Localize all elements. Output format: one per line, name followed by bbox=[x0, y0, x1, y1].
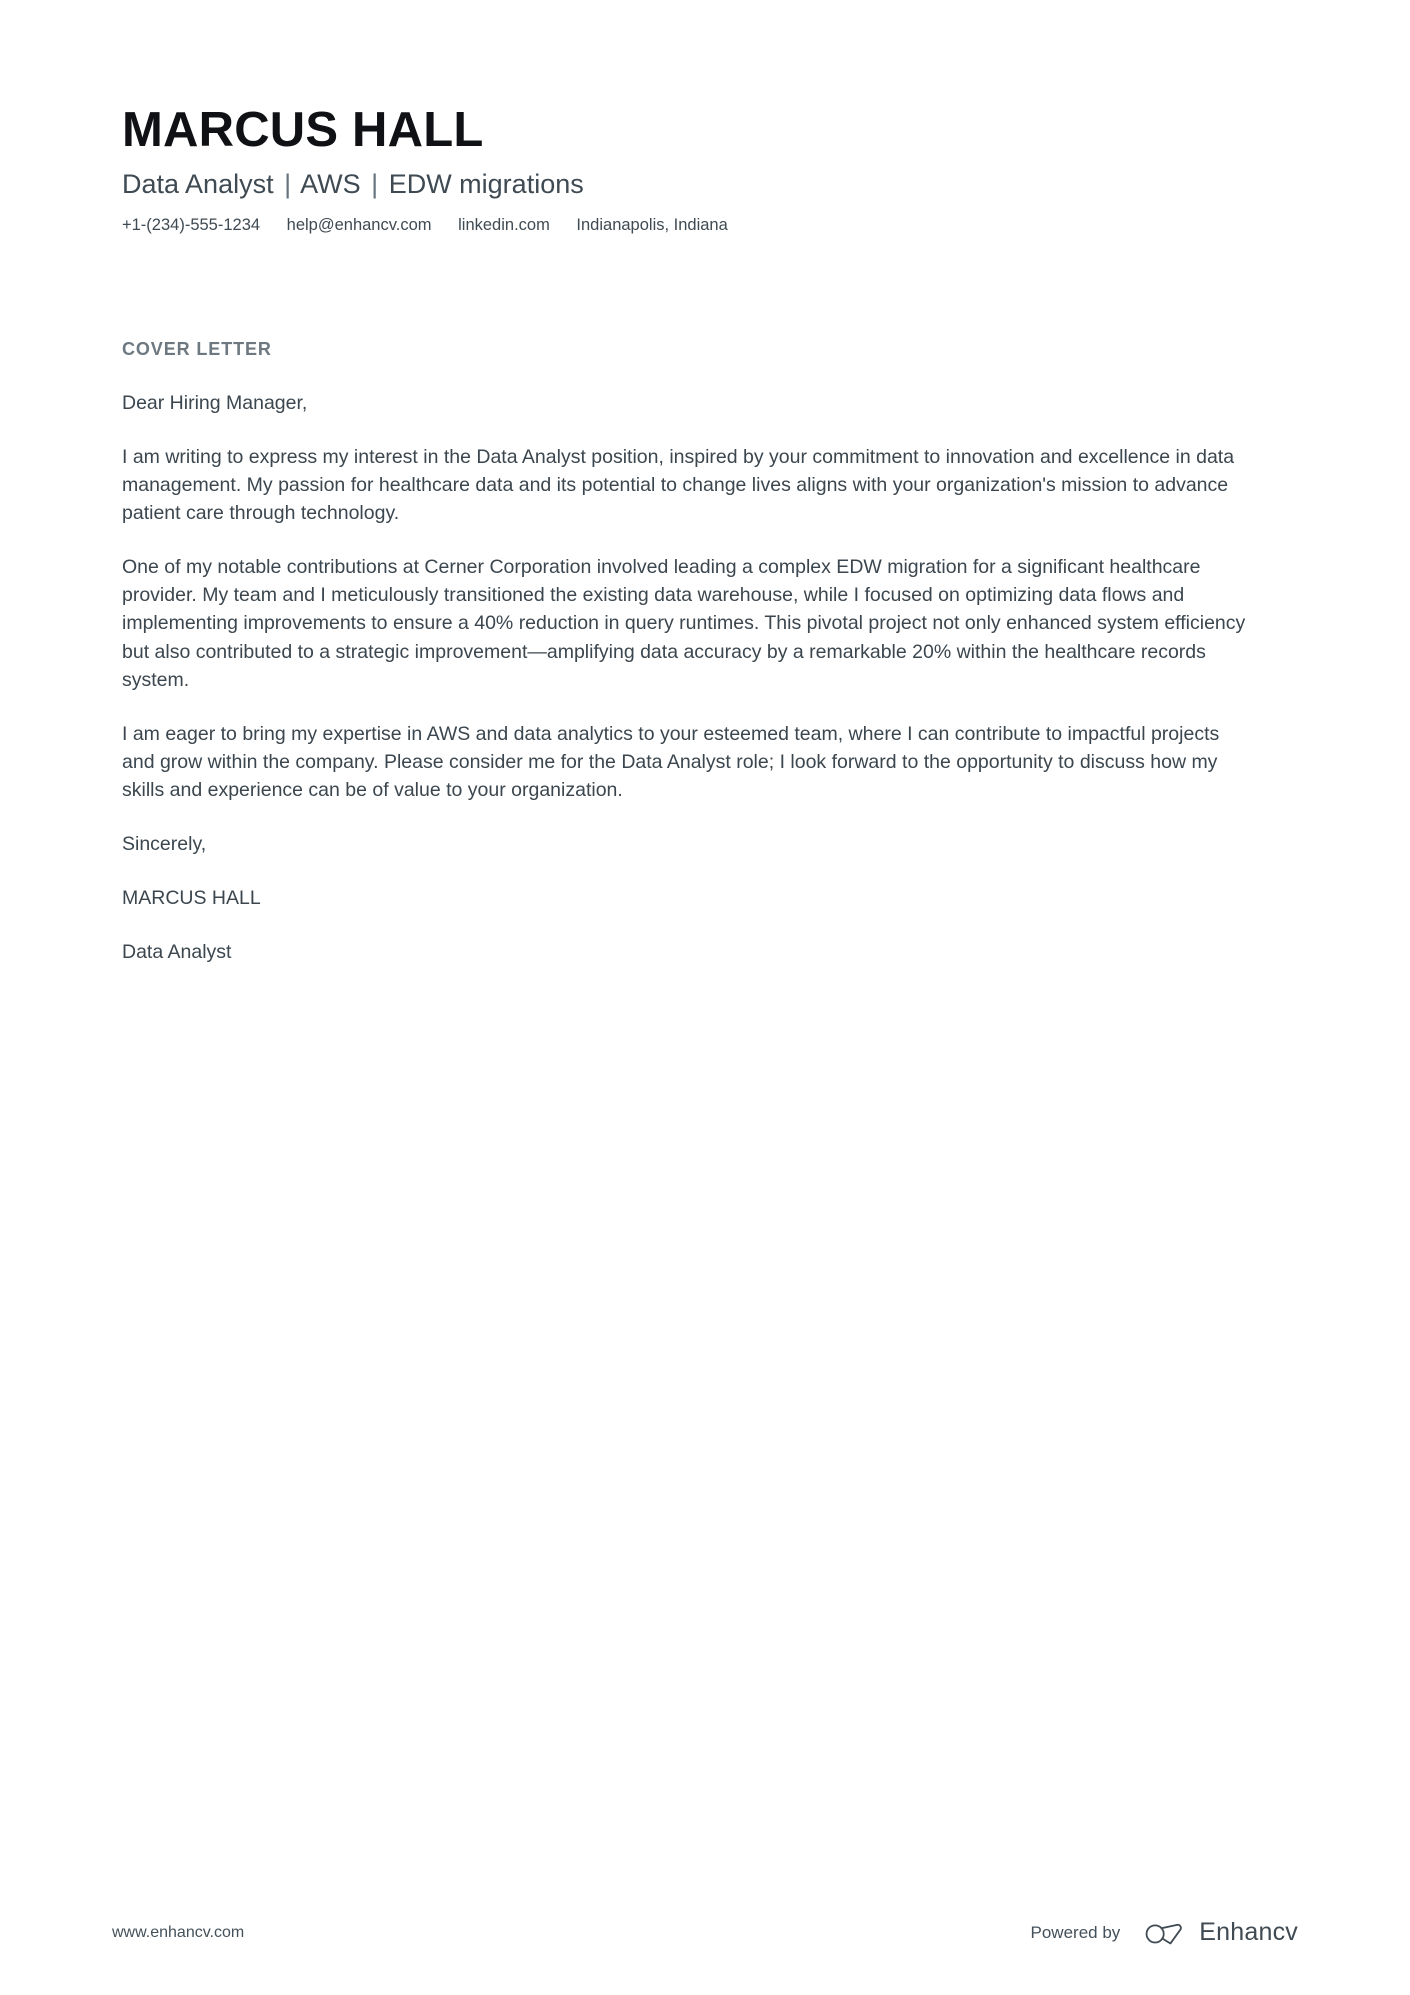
letter-closing: Sincerely, bbox=[122, 832, 207, 855]
contact-row bbox=[122, 215, 1302, 236]
contact-location: Indianapolis, Indiana bbox=[576, 215, 728, 234]
enhancv-logo-icon bbox=[1142, 1919, 1186, 1947]
headline-part-3: EDW migrations bbox=[388, 168, 584, 199]
contact-email[interactable]: help@enhancv.com bbox=[286, 215, 432, 234]
headline-separator-2: | bbox=[371, 168, 379, 199]
powered-by-block bbox=[1031, 1918, 1298, 1947]
contact-phone: +1-(234)-555-1234 bbox=[122, 215, 261, 234]
letter-paragraph: I am writing to express my interest in the Data Analyst position, inspired by your commitment to innovation and excellence in data management. My passion for healthcare data and its potential to change lives aligns with your organization's mission to advance patient care through technology. bbox=[122, 446, 1235, 525]
letter-signature-title: Data Analyst bbox=[122, 941, 232, 964]
letter-salutation: Dear Hiring Manager, bbox=[122, 392, 308, 414]
document-footer bbox=[0, 1875, 1410, 1995]
headline-part-2: AWS bbox=[300, 168, 361, 199]
letter-body bbox=[122, 389, 1248, 966]
section-heading-cover-letter: COVER LETTER bbox=[122, 339, 272, 359]
enhancv-brand-name: Enhancv bbox=[1199, 1918, 1298, 1946]
powered-by-label: Powered by bbox=[1030, 1922, 1121, 1942]
enhancv-brand[interactable] bbox=[1142, 1918, 1298, 1947]
candidate-headline bbox=[122, 168, 1302, 202]
letter-paragraph: I am eager to bring my expertise in AWS and data analytics to your esteemed team, where I can contribute to impactful projects and grow within the company. Please consider me for the Data Analyst role; I look forward to the opportunity to discuss how my skills and experience can be of value to your organization. bbox=[122, 722, 1220, 801]
candidate-name: MARCUS HALL bbox=[122, 103, 484, 157]
contact-linkedin[interactable]: linkedin.com bbox=[458, 215, 550, 234]
headline-separator-1: | bbox=[284, 168, 292, 199]
letter-paragraph: One of my notable contributions at Cerner Corporation involved leading a complex EDW migration for a significant healthcare provider. My team and I meticulously transitioned the existing data warehouse, while I focused on optimizing data flows and implementing improvements to ensure a 40% reduction in query runtimes. This pivotal project not only enhanced system efficiency but also contributed to a strategic improvement—amplifying data accuracy by a remarkable 20% within the healthcare records system. bbox=[122, 556, 1246, 691]
footer-website-link[interactable]: www.enhancv.com bbox=[112, 1924, 245, 1941]
headline-part-1: Data Analyst bbox=[122, 168, 274, 199]
letter-signature-name: MARCUS HALL bbox=[122, 887, 261, 910]
document-header bbox=[122, 104, 1302, 236]
